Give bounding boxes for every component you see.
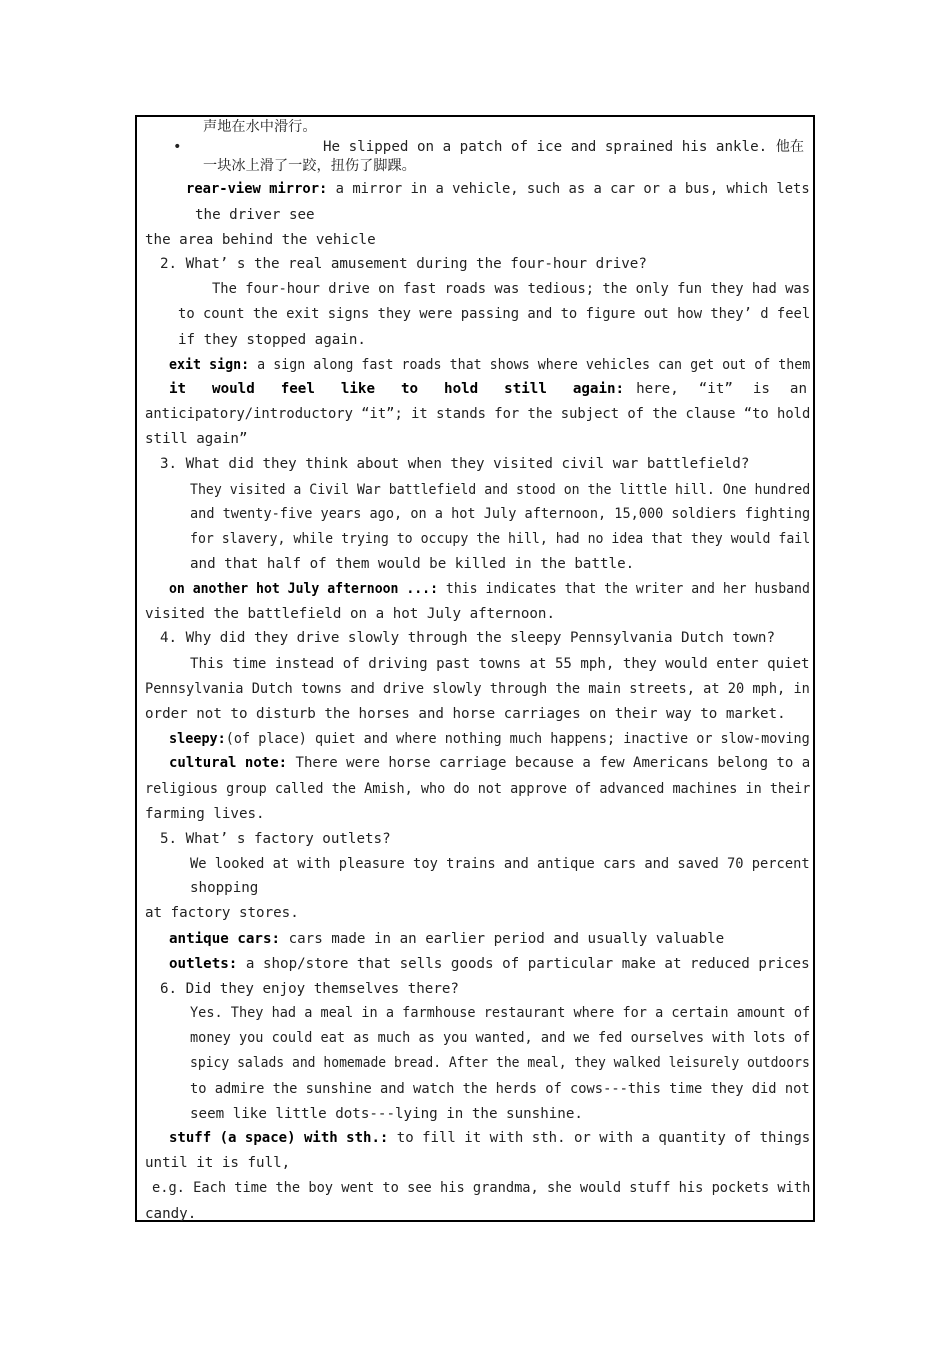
answer-line: if they stopped again.: [178, 332, 366, 348]
definition-line: [186, 180, 810, 198]
answer-line: seem like little dots---lying in the sunshine.: [190, 1106, 583, 1122]
definition: cars made in an earlier period and usually valuable: [280, 931, 725, 947]
answer-line: to count the exit signs they were passing and to figure out how they’ d feel: [178, 306, 811, 322]
definition: this indicates that the writer and her husband: [438, 581, 810, 597]
term: exit sign:: [169, 357, 250, 373]
term: sleepy:: [169, 731, 226, 747]
definition-line: [169, 754, 810, 772]
question: 2. What’ s the real amusement during the four-hour drive?: [160, 256, 647, 272]
definition-line: [169, 930, 724, 948]
answer-line: Pennsylvania Dutch towns and drive slowly through the main streets, at 20 mph, in: [145, 681, 810, 697]
text-line: until it is full,: [145, 1155, 291, 1171]
definition-line: [169, 356, 810, 374]
definition: a shop/store that sells goods of particular make at reduced prices: [237, 956, 810, 972]
answer-line: money you could eat as much as you wanted, and we fed ourselves with lots of: [190, 1030, 811, 1046]
text-line: farming lives.: [145, 806, 265, 822]
text-line: 声地在水中滑行。: [203, 119, 317, 135]
question: 6. Did they enjoy themselves there?: [160, 981, 459, 997]
answer-line: The four-hour drive on fast roads was tedious; the only fun they had was: [212, 281, 811, 297]
answer-line: and twenty-five years ago, on a hot July afternoon, 15,000 soldiers fighting: [190, 506, 811, 522]
definition: to fill it with sth. or with a quantity of things: [388, 1130, 811, 1146]
definition-line: [169, 580, 810, 598]
term: cultural note:: [169, 755, 288, 771]
answer-line: order not to disturb the horses and horse carriages on their way to market.: [145, 706, 786, 722]
definition-line: [169, 380, 807, 398]
term: outlets:: [169, 956, 238, 972]
answer-line: and that half of them would be killed in the battle.: [190, 556, 635, 572]
answer-line: for slavery, while trying to occupy the hill, had no idea that they would fail: [190, 531, 811, 547]
answer-line: at factory stores.: [145, 905, 299, 921]
answer-line: They visited a Civil War battlefield and stood on the little hill. One hundred: [190, 482, 811, 498]
answer-line: to admire the sunshine and watch the herds of cows---this time they did not: [190, 1081, 810, 1097]
example-line: candy.: [145, 1206, 197, 1222]
definition: (of place) quiet and where nothing much happens; inactive or slow-moving: [225, 731, 810, 747]
definition-line: [169, 955, 810, 973]
answer-line: shopping: [190, 880, 259, 896]
term: it would feel like to hold still again:: [169, 381, 625, 397]
definition-line: [169, 730, 810, 748]
answer-line: spicy salads and homemade bread. After the meal, they walked leisurely outdoors: [190, 1055, 810, 1071]
question: 3. What did they think about when they visited civil war battlefield?: [160, 456, 750, 472]
answer-line: This time instead of driving past towns at 55 mph, they would enter quiet: [190, 656, 810, 672]
definition: here, “it” is an: [636, 381, 807, 397]
answer-line: We looked at with pleasure toy trains and antique cars and saved 70 percent: [190, 856, 810, 872]
text-line: anticipatory/introductory “it”; it stands for the subject of the clause “to hold: [145, 406, 811, 422]
text-line: He slipped on a patch of ice and sprained his ankle. 他在: [323, 139, 805, 155]
text-line: the driver see: [195, 207, 315, 223]
text-line: 一块冰上滑了一跤，扭伤了脚踝。: [203, 158, 416, 174]
bullet-icon: •: [173, 139, 182, 155]
example-line: e.g. Each time the boy went to see his grandma, she would stuff his pockets with: [152, 1180, 811, 1196]
definition: There were horse carriage because a few Americans belong to a: [287, 755, 811, 771]
question: 4. Why did they drive slowly through the sleepy Pennsylvania Dutch town?: [160, 630, 775, 646]
definition: a sign along fast roads that shows where vehicles can get out of them: [249, 357, 811, 373]
term: rear-view mirror:: [186, 181, 328, 197]
term: on another hot July afternoon ...:: [169, 581, 439, 597]
term: stuff (a space) with sth.:: [169, 1130, 389, 1146]
term: antique cars:: [169, 931, 281, 947]
text-line: the area behind the vehicle: [145, 232, 376, 248]
question: 5. What’ s factory outlets?: [160, 831, 391, 847]
definition: a mirror in a vehicle, such as a car or a bus, which lets: [327, 181, 810, 197]
text-line: visited the battlefield on a hot July afternoon.: [145, 606, 555, 622]
answer-line: Yes. They had a meal in a farmhouse restaurant where for a certain amount of: [190, 1005, 811, 1021]
text-line: religious group called the Amish, who do not approve of advanced machines in their: [145, 781, 811, 797]
text-line: still again”: [145, 431, 248, 447]
definition-line: [169, 1129, 810, 1147]
